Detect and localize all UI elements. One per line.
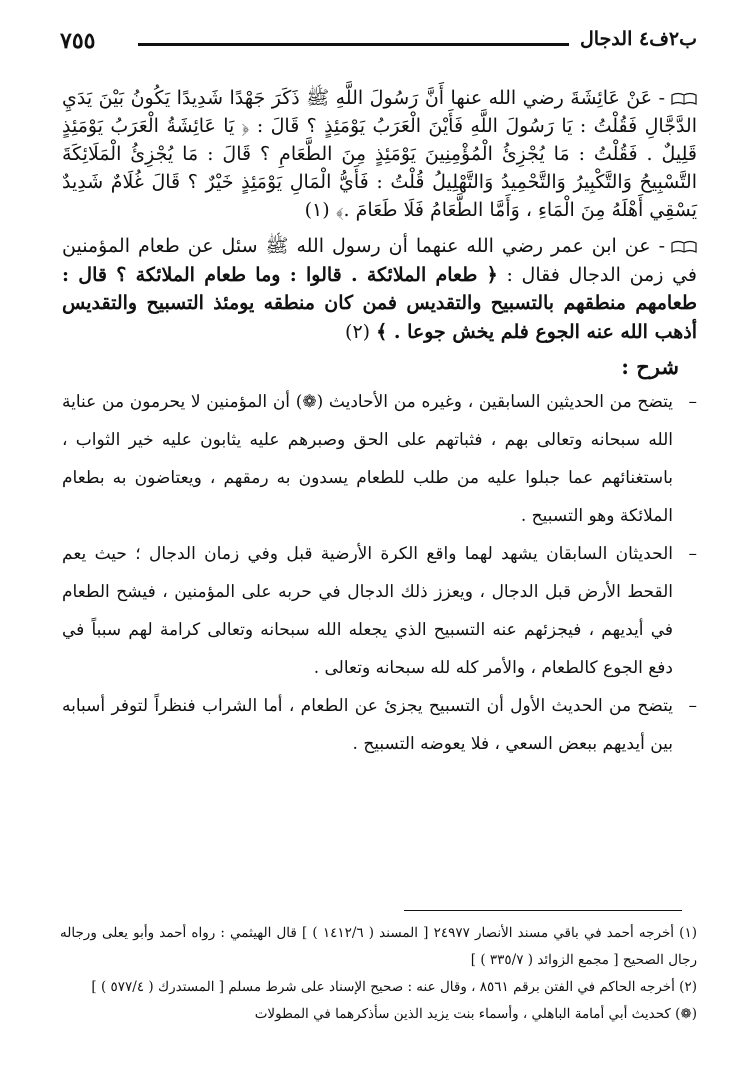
hadith-dash: - [650,235,665,257]
hadith-ibn-umar-ref: (٢) [345,320,371,343]
hadith-aisha-text: عَنْ عَائِشَةَ رضي الله عنها أَنَّ رَسُولَ اللَّهِ ﷺ ذَكَرَ جَهْدًا شَدِيدًا يَكُونُ بَيْنَ يَدَيِ الدَّجَّالِ فَقُلْتُ : يَا رَسُولَ اللَّهِ فَأَيْنَ الْعَرَبُ يَوْمَئِذٍ ؟ قَالَ : ﴿ يَا عَائِشَةُ الْعَرَبُ يَوْمَئِذٍ قَلِيلٌ . فَقُلْتُ : مَا يُجْزِئُ الْمُؤْمِنِينَ يَوْمَئِذٍ مِنَ الطَّعَامِ ؟ قَالَ : مَا يُجْزِئُ الْمَلَائِكَةَ التَّسْبِيحُ وَالتَّكْبِيرُ وَالتَّحْمِيدُ وَالتَّهْلِيلُ قُلْتُ : فَأَيُّ الْمَالِ يَوْمَئِذٍ خَيْرٌ ؟ قَالَ غُلَامٌ شَدِيدٌ يَسْقِي أَهْلَهُ مِنَ الْمَاءِ ، وَأَمَّا الطَّعَامُ فَلَا طَعَامَ .﴾ (١) [62,87,697,221]
sharh-point [62,383,697,535]
sharh-point-text: الحديثان السابقان يشهد لهما واقع الكرة الأرضية قبل وفي زمان الدجال ؛ حيث يعم القحط الأرض قبل الدجال ، ويعزز ذلك الدجال في حربه على المؤمنين ، فيشح الطعام في أيديهم ، فيجزئهم عنه التسبيح الذي يجعله الله سبحانه وتعالى كرامة لهم سبباً في دفع الجوع كالطعام ، والأمر كله لله سبحانه وتعالى . [62,544,674,678]
main-text [62,84,697,763]
open-book-icon [671,92,697,106]
bullet-dash: – [688,392,697,412]
footnote-rule [404,910,682,911]
sharh-point-text: يتضح من الحديث الأول أن التسبيح يجزئ عن الطعام ، أما الشراب فنظراً لتوفر أسبابه بين أيديهم ببعض السعي ، فلا يعوضه التسبيح . [62,696,673,754]
running-title: ب٢ف٤ الدجال [579,28,697,50]
page-number: ٧٥٥ [60,28,96,54]
hadith-ibn-umar-quote: ﴿ طعام الملائكة . قالوا : وما طعام الملائكة ؟ قال : طعامهم منطقهم بالتسبيح والتقديس فمن كان منطقه يومئذ التسبيح والتقديس أذهب الله عنه الجوع فلم يخش جوعا . ﴾ [62,263,697,343]
bullet-dash: – [688,696,697,716]
footnote: (١) أخرجه أحمد في باقي مسند الأنصار ٢٤٩٧٧ [ المسند ( ١٤١٢/٦ ) ] قال الهيثمي : رواه أحمد وأبو يعلى ورجاله رجال الصحيح [ مجمع الزوائد ( ٣٣٥/٧ ) ] [60,925,697,968]
sharh-heading: شرح : [621,354,679,379]
page-header [60,24,697,58]
footnote: (٢) أخرجه الحاكم في الفتن برقم ٨٥٦١ ، وقال عنه : صحيح الإسناد على شرط مسلم [ المستدرك ( ٥٧٧/٤ ) ] [91,979,697,995]
sharh-point-text: يتضح من الحديثين السابقين ، وغيره من الأحاديث (❁) أن المؤمنين لا يحرمون من عناية الله سبحانه وتعالى بهم ، فثباتهم على الحق وصبرهم عليه يثابون عليه خير الثواب ، باستغنائهم عما جبلوا عليه من طلب للطعام يسدون به رمقهم ، ويعتاضون به بطعام الملائكة وهو التسبيح . [62,392,673,526]
hadith-ibn-umar-intro: عن ابن عمر رضي الله عنهما أن رسول الله ﷺ سئل عن طعام المؤمنين في زمن الدجال فقال : [62,235,697,286]
footnotes [60,920,697,1028]
hadith-aisha [62,84,697,224]
open-book-icon [671,240,697,254]
hadith-ibn-umar [62,232,697,346]
sharh-point [62,535,697,687]
sharh-point [62,687,697,763]
bullet-dash: – [688,544,697,564]
hadith-dash: - [652,87,666,109]
header-rule [138,43,569,46]
footnote: (❁) كحديث أبي أمامة الباهلي ، وأسماء بنت يزيد الذين سأذكرهما في المطولات [254,1006,697,1022]
